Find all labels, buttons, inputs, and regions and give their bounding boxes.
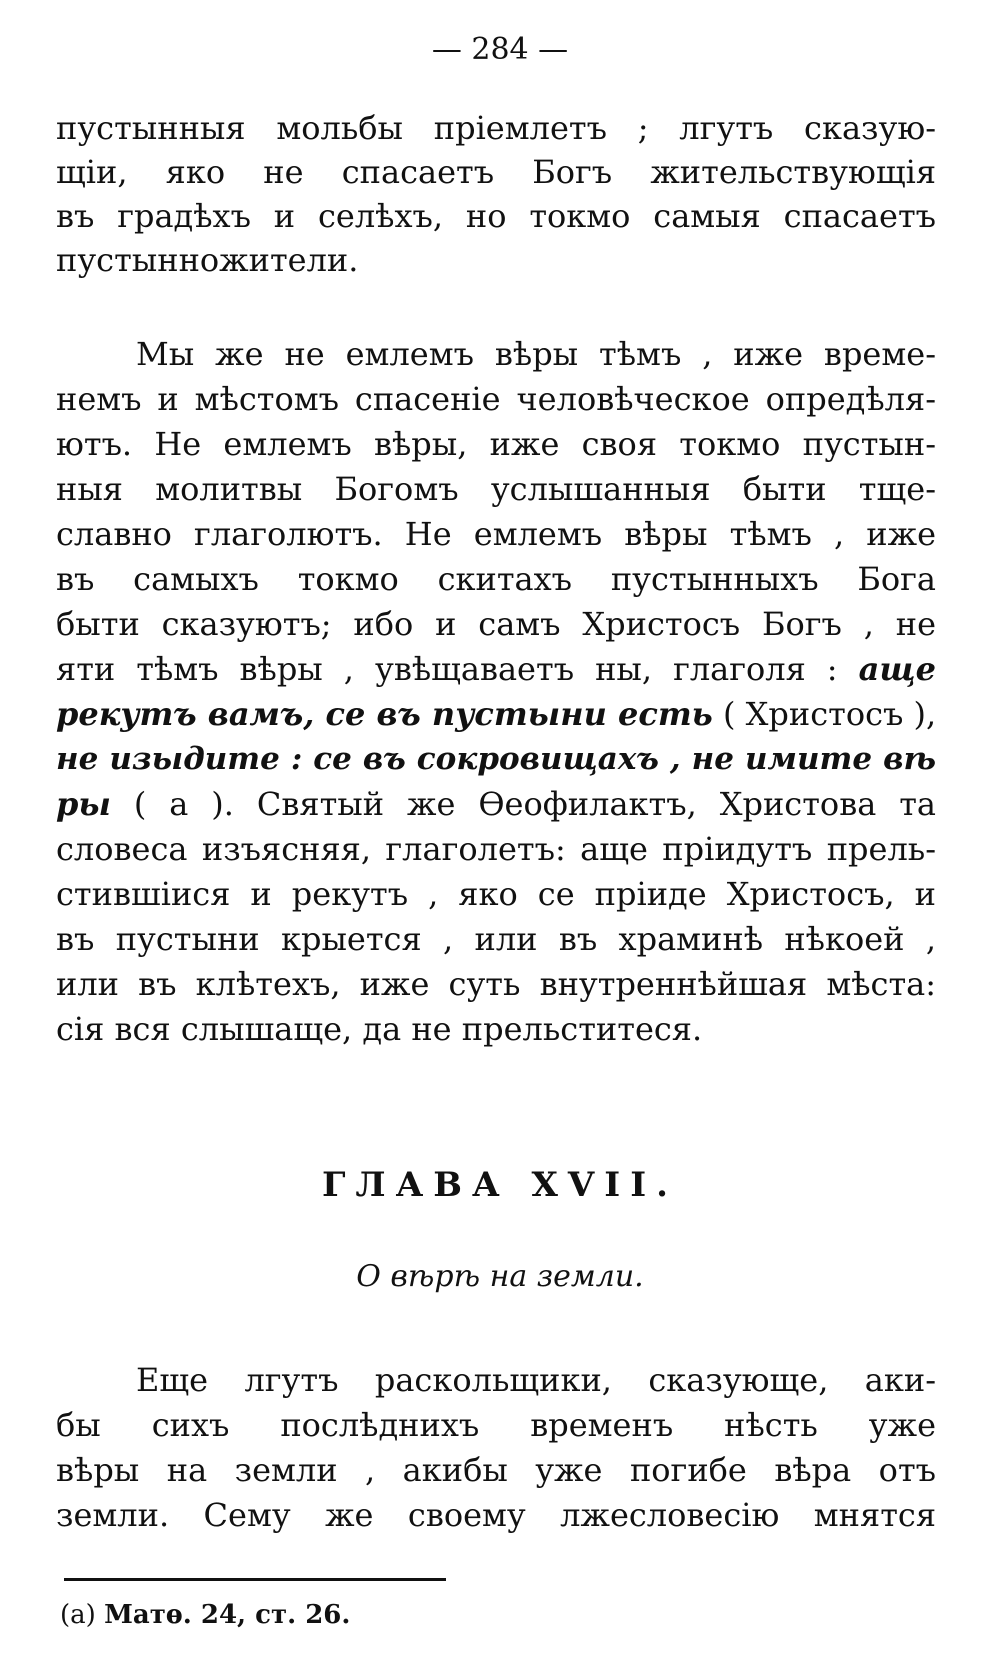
chapter-subtitle: О вѣрѣ на земли.: [356, 1259, 644, 1294]
text-line: [56, 1495, 936, 1535]
text-run: земли. Сему же своему лжесловесію мнятся: [56, 1496, 936, 1534]
text-run: Еще лгутъ раскольщики, сказующе, аки-: [136, 1361, 936, 1399]
text-line: [56, 1405, 936, 1445]
text-line: [56, 784, 936, 824]
text-line: [56, 108, 936, 148]
text-line: [136, 334, 936, 374]
text-run: пустынныя мольбы пріемлетъ ; лгутъ сказую-: [56, 109, 936, 147]
text-run: бы сихъ послѣднихъ временъ нѣсть уже: [56, 1406, 936, 1444]
italic-run: рекутъ вамъ, се въ пустыни есть: [56, 695, 713, 733]
text-run: пустынножители.: [56, 241, 359, 279]
text-line: [56, 739, 936, 779]
text-run: словеса изъясняя, глаголетъ: аще пріидутъ прель-: [56, 830, 936, 868]
text-run: щіи, яко не спасаетъ Богъ жительствующія: [56, 153, 936, 191]
text-run: вѣры на земли , акибы уже погибе вѣра отъ: [56, 1451, 936, 1489]
text-line: [56, 649, 936, 689]
text-line: [56, 829, 936, 869]
text-line: [56, 196, 936, 236]
text-run: сія вся слышаще, да не прельститеся.: [56, 1010, 703, 1048]
text-line: [56, 1450, 936, 1490]
text-run: ( а ). Святый же Ѳеофилактъ, Христова та: [110, 785, 936, 823]
page-number: — 284 —: [431, 32, 569, 67]
text-line: [56, 919, 936, 959]
chapter-heading: ГЛАВА XVII.: [322, 1165, 678, 1205]
text-line: [56, 874, 936, 914]
text-run: Мы же не емлемъ вѣры тѣмъ , иже време-: [136, 335, 936, 373]
text-line: [56, 152, 936, 192]
italic-run: ры: [56, 785, 111, 823]
footnote: [60, 1598, 350, 1632]
text-line: [56, 469, 936, 509]
text-line: [136, 1360, 936, 1400]
text-line: [56, 424, 936, 464]
text-line: [56, 559, 936, 599]
footnote-reference: Матѳ. 24, ст. 26.: [104, 1600, 351, 1630]
text-run: въ градѣхъ и селѣхъ, но токмо самыя спасаетъ: [56, 197, 936, 235]
text-run: или въ клѣтехъ, иже суть внутреннѣйшая мѣста:: [56, 965, 936, 1003]
text-run: стившіися и рекутъ , яко се пріиде Христосъ, и: [56, 875, 936, 913]
text-line: [56, 964, 936, 1004]
italic-run: не изыдите : се въ сокровищахъ , не имите вѣ: [56, 741, 936, 777]
text-line: [56, 240, 936, 280]
text-run: въ пустыни крыется , или въ храминѣ нѣкоей ,: [56, 920, 936, 958]
text-run: быти сказуютъ; ибо и самъ Христосъ Богъ , не: [56, 605, 936, 643]
text-run: славно глаголютъ. Не емлемъ вѣры тѣмъ , иже: [56, 515, 936, 553]
text-line: [56, 379, 936, 419]
text-run: яти тѣмъ вѣры , увѣщаваетъ ны, глаголя :: [56, 650, 859, 688]
text-run: ныя молитвы Богомъ услышанныя быти тще-: [56, 470, 936, 508]
text-run: ( Христосъ ),: [712, 695, 937, 733]
text-line: [56, 604, 936, 644]
text-line: [56, 514, 936, 554]
footnote-divider: [64, 1578, 446, 1581]
text-line: [56, 694, 936, 734]
italic-run: аще: [858, 650, 936, 688]
text-run: ютъ. Не емлемъ вѣры, иже своя токмо пустын-: [56, 425, 936, 463]
text-line: [56, 1009, 936, 1049]
text-run: немъ и мѣстомъ спасеніе человѣческое опредѣля-: [56, 380, 936, 418]
footnote-marker: (а): [60, 1600, 96, 1630]
text-run: въ самыхъ токмо скитахъ пустынныхъ Бога: [56, 560, 936, 598]
